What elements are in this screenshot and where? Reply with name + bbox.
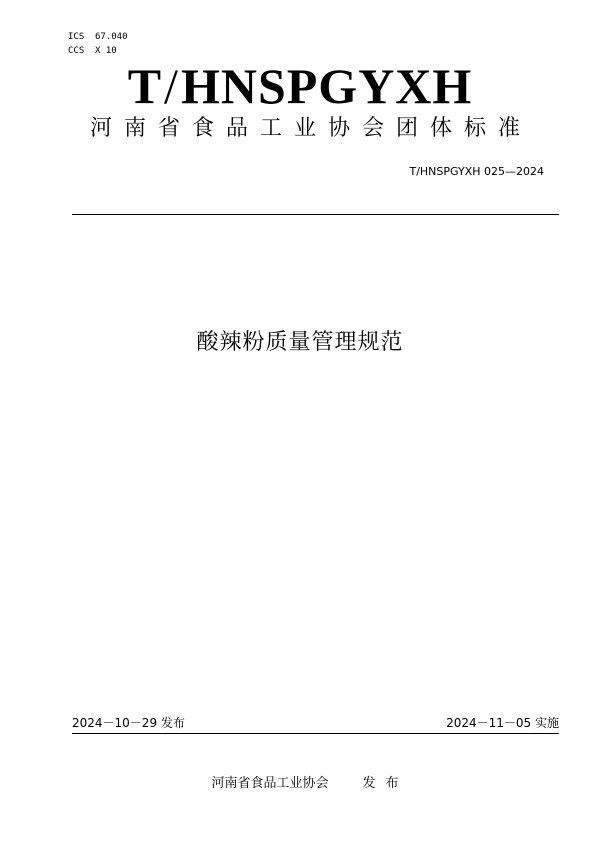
standard-prefix: T — [127, 58, 163, 114]
standard-org-code: HNSPGYXH — [180, 58, 473, 114]
ics-value: 67.040 — [95, 32, 128, 42]
publisher-issue-word: 发布 — [362, 776, 409, 791]
ccs-label: CCS — [68, 46, 85, 56]
publisher-line — [0, 774, 600, 794]
top-divider — [72, 214, 559, 215]
implementation-date: 2024－11－05 实施 — [446, 716, 559, 730]
document-title: 酸辣粉质量管理规范 — [196, 330, 404, 355]
ics-label: ICS — [68, 32, 85, 42]
ccs-value: X 10 — [95, 46, 117, 56]
issue-date: 2024－10－29 发布 — [72, 716, 185, 730]
association-standard-name: 河南省食品工业协会团体标准 — [89, 116, 532, 141]
ccs-row — [68, 44, 128, 58]
classification-codes — [68, 30, 128, 58]
publisher-name: 河南省食品工业协会 — [211, 776, 329, 791]
standard-slash: / — [164, 58, 179, 114]
standard-code-heading — [0, 58, 600, 114]
date-row — [72, 714, 559, 732]
standard-number: T/HNSPGYXH 025—2024 — [409, 165, 544, 178]
ics-row — [68, 30, 128, 44]
bottom-divider — [72, 733, 559, 734]
